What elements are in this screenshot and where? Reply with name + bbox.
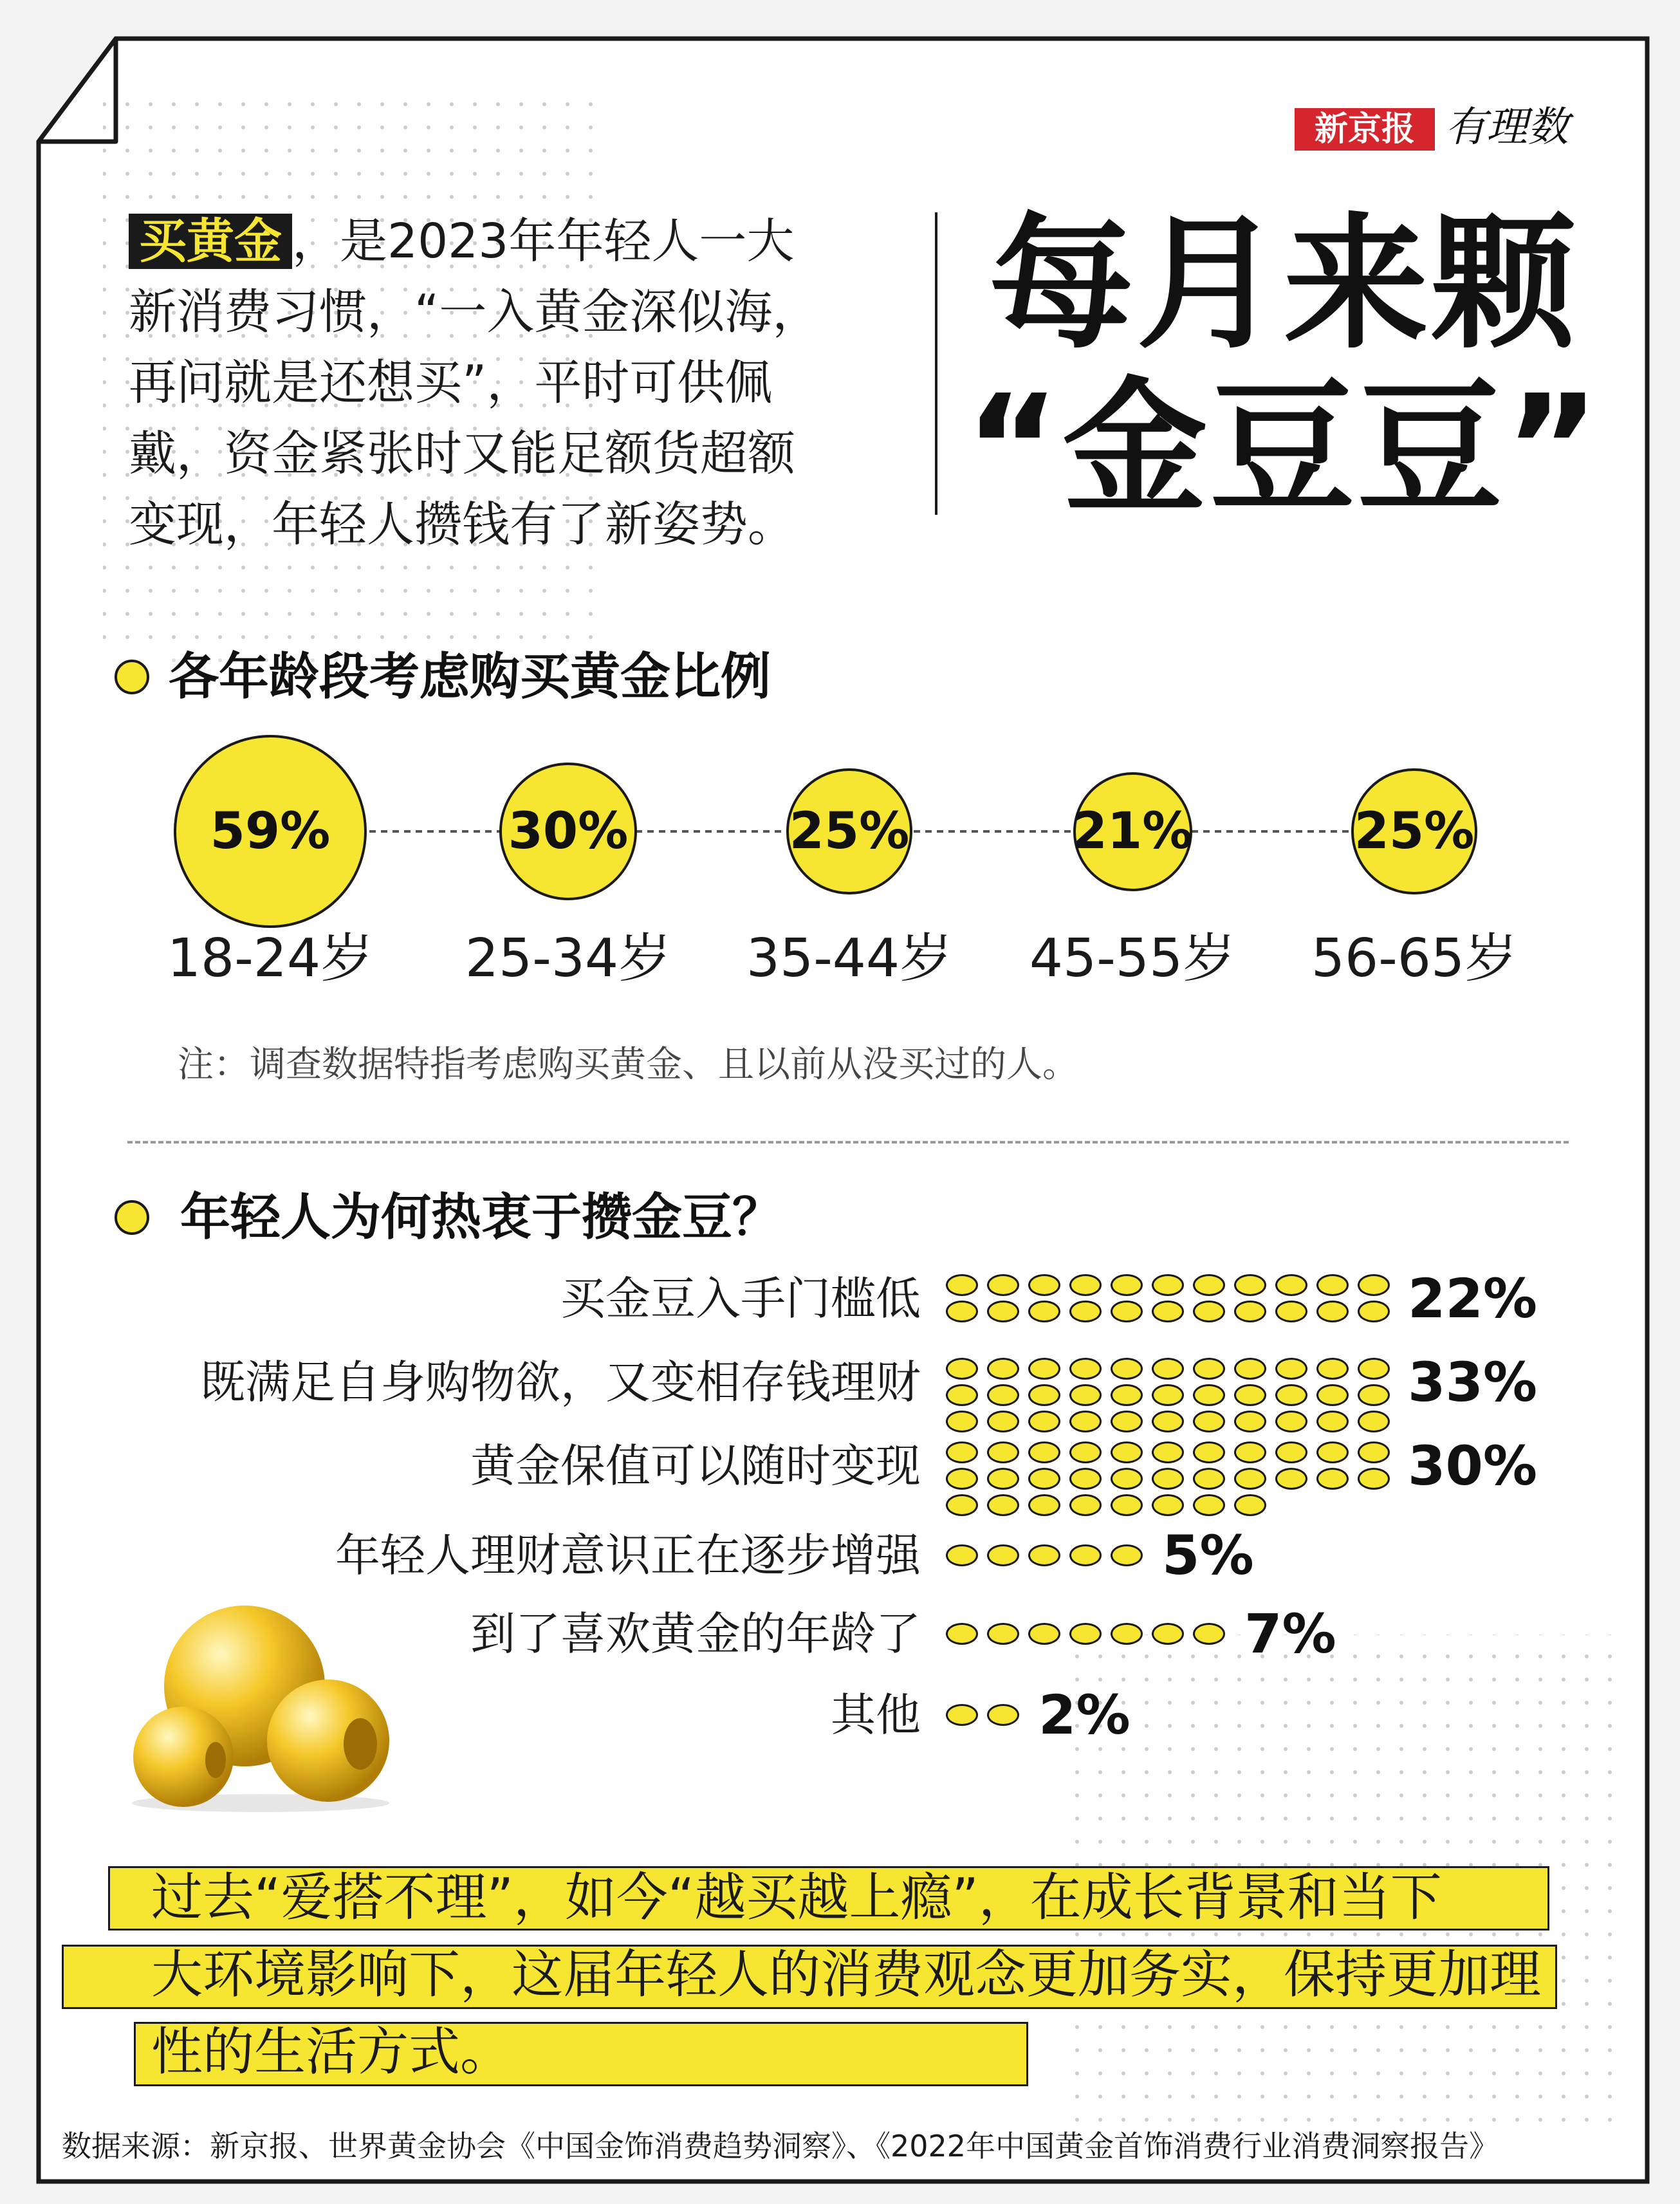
gold-bean-mark (987, 1544, 1019, 1566)
gold-bean-mark (987, 1411, 1019, 1432)
gold-bean-mark (1111, 1411, 1143, 1432)
gold-bean-mark (1358, 1274, 1390, 1296)
gold-bean-mark (1358, 1301, 1390, 1322)
brand-logo-script: 有理数 (1445, 104, 1569, 151)
gold-bean-mark (946, 1468, 978, 1490)
gold-bean-mark (1234, 1274, 1266, 1296)
gold-bean-mark (1111, 1384, 1143, 1406)
gold-bean-mark (1152, 1623, 1184, 1645)
gold-bean-mark (1193, 1494, 1225, 1516)
reason-value-label-6: 2% (1038, 1683, 1131, 1746)
gold-bean-mark (1111, 1301, 1143, 1322)
gold-bean-mark (1275, 1441, 1307, 1463)
gold-bean-mark (1275, 1274, 1307, 1296)
age-bubble-1 (174, 735, 367, 928)
gold-bean-mark (987, 1704, 1019, 1726)
gold-bean-mark (1316, 1411, 1349, 1432)
gold-bean-mark (1358, 1411, 1390, 1432)
gold-bean-mark (1193, 1301, 1225, 1322)
gold-bean-mark (1152, 1468, 1184, 1490)
gold-bean-mark (1152, 1274, 1184, 1296)
gold-bean-mark (1193, 1411, 1225, 1432)
age-bubble-2 (499, 763, 637, 900)
reason-category-label-2: 既满足自身购物欲，又变相存钱理财 (200, 1355, 921, 1409)
age-category-label-3: 35-44岁 (746, 928, 953, 989)
gold-bean-mark (1193, 1468, 1225, 1490)
conclusion-line-3: 性的生活方式。 (151, 2022, 512, 2082)
gold-bean-mark (1069, 1411, 1102, 1432)
section-divider (127, 1141, 1569, 1144)
gold-bean-mark (1069, 1301, 1102, 1322)
conclusion-block (39, 1853, 1583, 2085)
gold-bean-mark (946, 1623, 978, 1645)
gold-bean-mark (987, 1441, 1019, 1463)
gold-bean-mark (1028, 1274, 1060, 1296)
section1-title: 各年龄段考虑购买黄金比例 (169, 648, 771, 706)
conclusion-line-1: 过去“爱搭不理”，如今“越买越上瘾”，在成长背景和当下 (151, 1867, 1442, 1927)
intro-highlight: 买黄金 (129, 214, 292, 269)
section2-title: 年轻人为何热衷于攒金豆？ (180, 1189, 783, 1246)
intro-line-5: 变现，年轻人攒钱有了新姿势。 (129, 497, 795, 552)
age-bubble-value-2: 30% (508, 802, 629, 860)
section2-bullet-icon (115, 1200, 149, 1235)
gold-bean-mark (987, 1274, 1019, 1296)
gold-bean-mark (1316, 1441, 1349, 1463)
gold-bean-mark (1069, 1274, 1102, 1296)
gold-bean-mark (987, 1468, 1019, 1490)
gold-bean-mark (1069, 1494, 1102, 1516)
gold-bean-mark (1028, 1301, 1060, 1322)
gold-bean-mark (1111, 1544, 1143, 1566)
reason-value-label-2: 33% (1408, 1350, 1538, 1414)
age-bubble-value-1: 59% (210, 802, 331, 860)
survey-note: 注：调查数据特指考虑购买黄金、且以前从没买过的人。 (178, 1044, 1078, 1086)
gold-bean-mark (1028, 1494, 1060, 1516)
gold-bean-mark (1358, 1384, 1390, 1406)
gold-bean-mark (1316, 1301, 1349, 1322)
data-source: 数据来源：新京报、世界黄金协会《中国金饰消费趋势洞察》、《2022年中国黄金首饰消费行业消费洞察报告》 (62, 2129, 1499, 2163)
gold-bean-mark (1111, 1468, 1143, 1490)
gold-bean-mark (1152, 1494, 1184, 1516)
conclusion-line-2: 大环境影响下，这届年轻人的消费观念更加务实，保持更加理 (151, 1945, 1541, 2005)
gold-beans-illustration (122, 1596, 405, 1815)
intro-line-3: 再问就是还想买”，平时可供佩 (129, 355, 773, 411)
gold-bean-mark (987, 1301, 1019, 1322)
gold-bean-mark (1111, 1623, 1143, 1645)
gold-bean-mark (1069, 1384, 1102, 1406)
gold-bean-mark (1316, 1274, 1349, 1296)
reason-value-label-3: 30% (1408, 1434, 1538, 1497)
gold-bean-mark (1069, 1544, 1102, 1566)
gold-bean-mark (987, 1623, 1019, 1645)
age-bubble-4 (1073, 772, 1192, 891)
gold-bean-mark (1193, 1384, 1225, 1406)
gold-bean-mark (1234, 1468, 1266, 1490)
gold-bean-mark (1111, 1274, 1143, 1296)
main-title-line-1: 每月来颗 (989, 200, 1578, 369)
gold-bean-mark (1234, 1441, 1266, 1463)
gold-bean-mark (946, 1274, 978, 1296)
gold-bean-mark (1358, 1468, 1390, 1490)
gold-bean-mark (1152, 1358, 1184, 1380)
gold-bean-mark (1275, 1384, 1307, 1406)
age-category-label-1: 18-24岁 (167, 928, 374, 989)
reason-category-label-4: 年轻人理财意识正在逐步增强 (335, 1529, 921, 1582)
main-title-line-2: “金豆豆” (965, 364, 1603, 533)
gold-bean-mark (1234, 1384, 1266, 1406)
gold-bean-mark (1275, 1411, 1307, 1432)
reason-value-label-4: 5% (1162, 1524, 1254, 1587)
gold-bean-mark (1111, 1494, 1143, 1516)
reason-category-label-3: 黄金保值可以随时变现 (470, 1439, 921, 1492)
gold-bean-mark (1028, 1623, 1060, 1645)
gold-bean-mark (1069, 1468, 1102, 1490)
gold-bean-mark (1316, 1358, 1349, 1380)
gold-bean-mark (946, 1384, 978, 1406)
gold-bean-mark (1028, 1468, 1060, 1490)
gold-bean-mark (946, 1411, 978, 1432)
gold-bean-mark (1234, 1301, 1266, 1322)
gold-bean-mark (946, 1704, 978, 1726)
gold-bean-mark (1193, 1358, 1225, 1380)
gold-bean-mark (1234, 1358, 1266, 1380)
gold-bean-mark (987, 1494, 1019, 1516)
gold-bean-mark (1358, 1358, 1390, 1380)
gold-bean-mark (1316, 1468, 1349, 1490)
intro-line-4: 戴，资金紧张时又能足额货超额 (129, 426, 795, 481)
gold-bean-mark (1358, 1441, 1390, 1463)
gold-bean-mark (1028, 1411, 1060, 1432)
reason-category-label-6: 其他 (831, 1689, 921, 1741)
gold-bean-mark (1028, 1441, 1060, 1463)
gold-bean-mark (1193, 1274, 1225, 1296)
age-bubble-value-5: 25% (1354, 802, 1475, 860)
reason-category-label-1: 买金豆入手门槛低 (560, 1272, 921, 1325)
gold-bean-mark (1069, 1441, 1102, 1463)
age-category-label-5: 56-65岁 (1311, 928, 1518, 989)
age-category-label-4: 45-55岁 (1029, 928, 1236, 989)
gold-bean-mark (1193, 1623, 1225, 1645)
gold-bean-mark (1152, 1441, 1184, 1463)
gold-bean-mark (1234, 1494, 1266, 1516)
reason-value-label-1: 22% (1408, 1266, 1538, 1330)
gold-bean-mark (946, 1301, 978, 1322)
gold-bean-mark (1275, 1301, 1307, 1322)
reason-category-label-5: 到了喜欢黄金的年龄了 (470, 1607, 921, 1660)
gold-bean-mark (946, 1441, 978, 1463)
age-bubble-3 (786, 768, 912, 894)
gold-bean-mark (1275, 1358, 1307, 1380)
gold-bean-mark (946, 1494, 978, 1516)
gold-bean-mark (1152, 1301, 1184, 1322)
gold-bean-mark (1028, 1544, 1060, 1566)
gold-bean-mark (1069, 1358, 1102, 1380)
gold-bean-mark (1069, 1623, 1102, 1645)
gold-bean-mark (946, 1544, 978, 1566)
intro-line-2: 新消费习惯，“一入黄金深似海， (129, 284, 820, 340)
age-category-label-2: 25-34岁 (465, 928, 672, 989)
gold-bean-mark (987, 1384, 1019, 1406)
gold-bean-mark (1275, 1468, 1307, 1490)
gold-bean-mark (1028, 1384, 1060, 1406)
intro-line-1-text: ，是2023年年轻人一大 (292, 214, 795, 269)
brand-logo-box: 新京报 (1295, 108, 1435, 151)
gold-bean-mark (1316, 1384, 1349, 1406)
age-bubble-5 (1351, 768, 1477, 894)
gold-bean-mark (987, 1358, 1019, 1380)
gold-bean-mark (1028, 1358, 1060, 1380)
gold-bean-mark (1193, 1441, 1225, 1463)
gold-bean-mark (1234, 1411, 1266, 1432)
age-bubble-value-3: 25% (789, 802, 910, 860)
age-bubble-value-4: 21% (1072, 802, 1193, 860)
gold-bean-mark (946, 1358, 978, 1380)
gold-bean-mark (1152, 1384, 1184, 1406)
gold-bean-mark (1111, 1358, 1143, 1380)
gold-bean-mark (1111, 1441, 1143, 1463)
gold-bean-mark (1152, 1411, 1184, 1432)
reason-value-label-5: 7% (1244, 1602, 1336, 1665)
